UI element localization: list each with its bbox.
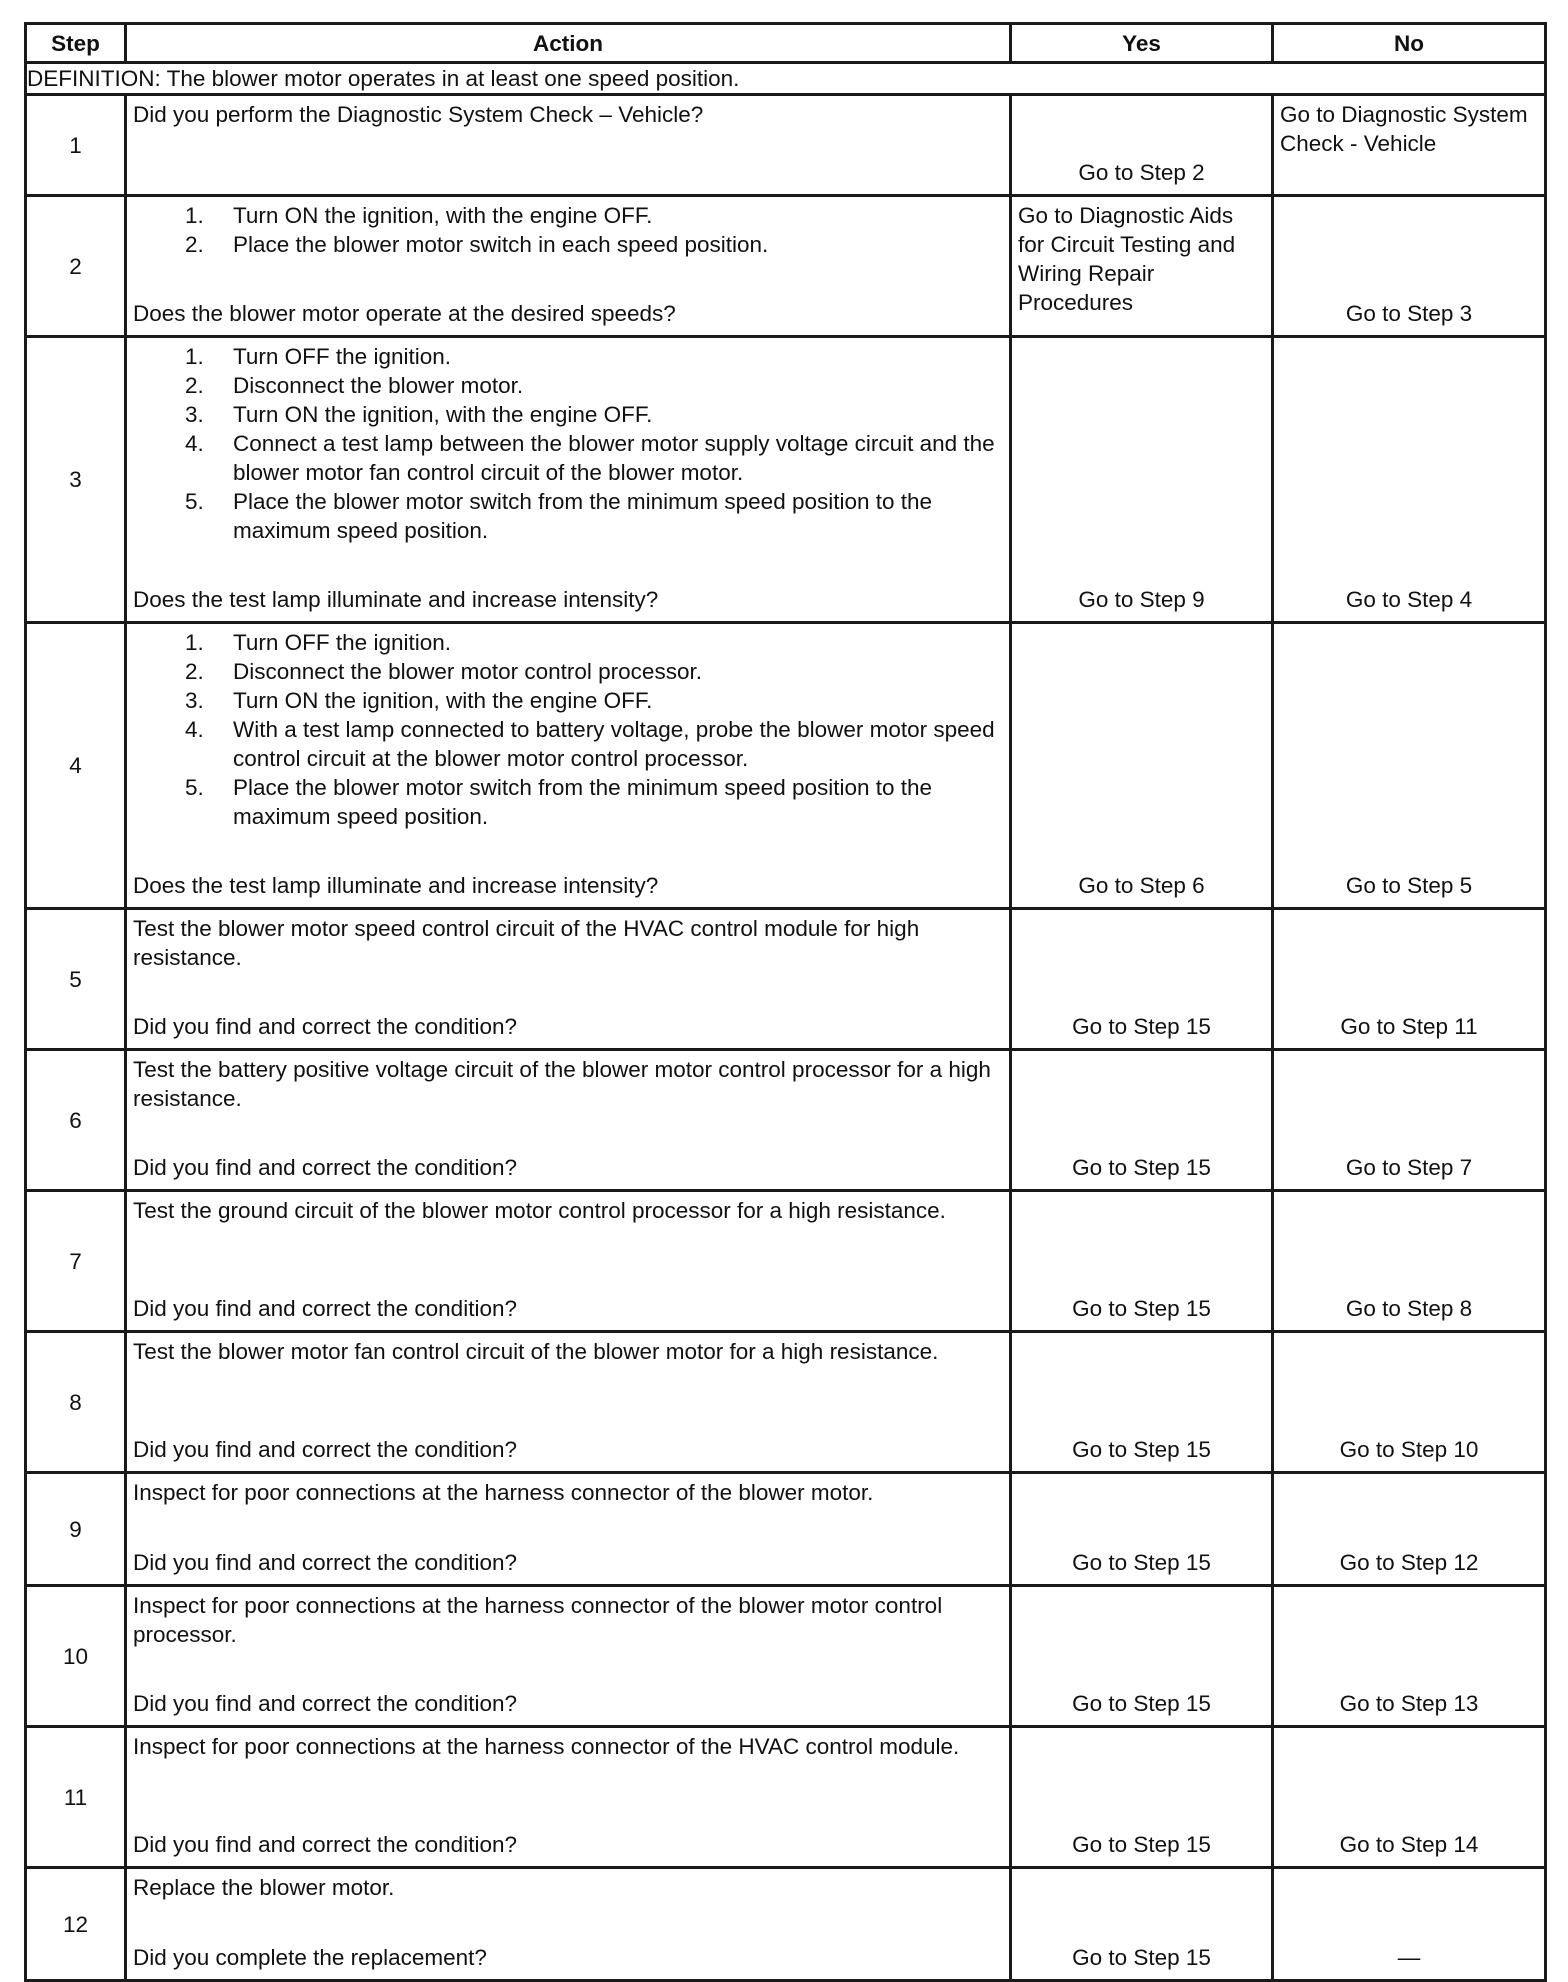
step-number: 7 [26, 1191, 126, 1332]
action-body [127, 1869, 1009, 1902]
list-item-number: 4. [185, 431, 204, 456]
table-row [26, 1868, 1546, 1981]
yes-wrap [1012, 197, 1271, 332]
action-question: Does the test lamp illuminate and increase intensity? [133, 873, 659, 898]
yes-answer: Go to Step 15 [1072, 1550, 1211, 1575]
table-row [26, 1473, 1546, 1586]
no-cell [1273, 1191, 1546, 1332]
list-item-number: 1. [185, 344, 204, 369]
table-row [26, 909, 1546, 1050]
yes-wrap [1012, 1051, 1271, 1186]
list-item-number: 1. [185, 630, 204, 655]
step-number: 3 [26, 337, 126, 623]
table-row [26, 1332, 1546, 1473]
no-answer: — [1397, 1945, 1421, 1970]
yes-answer: Go to Step 15 [1072, 1014, 1211, 1039]
yes-answer: Go to Step 9 [1078, 587, 1205, 612]
yes-cell [1011, 1586, 1273, 1727]
list-item-number: 2. [185, 659, 204, 684]
yes-answer: Go to Step 15 [1072, 1945, 1211, 1970]
action-cell [126, 1050, 1011, 1191]
yes-answer: Go to Step 15 [1072, 1155, 1211, 1180]
no-wrap [1274, 338, 1544, 618]
no-wrap [1274, 1333, 1544, 1468]
yes-cell [1011, 95, 1273, 196]
action-wrap [127, 1192, 1009, 1327]
action-cell [126, 1586, 1011, 1727]
list-item-number: 2. [185, 232, 204, 257]
table-row [26, 1727, 1546, 1868]
no-wrap [1274, 1051, 1544, 1186]
yes-cell [1011, 1332, 1273, 1473]
table-row [26, 1050, 1546, 1191]
list-item [133, 201, 1003, 230]
list-item-text: With a test lamp connected to battery voltage, probe the blower motor speed control circuit at the blower motor control processor. [233, 717, 995, 771]
action-question: Did you find and correct the condition? [133, 1014, 517, 1039]
action-text: Test the battery positive voltage circuit of the blower motor control processor for a high resistance. [133, 1057, 991, 1111]
list-item [133, 628, 1003, 657]
step-number: 4 [26, 623, 126, 909]
yes-wrap [1012, 1474, 1271, 1581]
table-row [26, 196, 1546, 337]
no-answer: Go to Diagnostic System Check - Vehicle [1280, 102, 1528, 156]
action-body [127, 1051, 1009, 1113]
step-number: 6 [26, 1050, 126, 1191]
no-cell [1273, 1332, 1546, 1473]
action-body [127, 197, 1009, 259]
list-item [133, 773, 1003, 831]
action-body [127, 1587, 1009, 1649]
yes-answer: Go to Step 2 [1078, 160, 1205, 185]
step-number: 1 [26, 95, 126, 196]
no-answer: Go to Step 12 [1339, 1550, 1479, 1575]
action-text: Did you perform the Diagnostic System Check – Vehicle? [133, 102, 704, 127]
action-text: Inspect for poor connections at the harness connector of the blower motor. [133, 1480, 874, 1505]
header-step: Step [26, 24, 126, 63]
no-answer: Go to Step 3 [1345, 301, 1473, 326]
no-wrap [1274, 624, 1544, 904]
step-number: 9 [26, 1473, 126, 1586]
yes-answer: Go to Step 15 [1072, 1296, 1211, 1321]
header-row [26, 24, 1546, 63]
action-body [127, 910, 1009, 972]
action-wrap [127, 1869, 1009, 1976]
no-answer: Go to Step 14 [1339, 1832, 1479, 1857]
table-row [26, 337, 1546, 623]
no-cell [1273, 1473, 1546, 1586]
yes-answer: Go to Step 15 [1072, 1691, 1211, 1716]
list-item [133, 342, 1003, 371]
no-wrap [1274, 1474, 1544, 1581]
list-item-text: Place the blower motor switch in each speed position. [233, 232, 769, 257]
yes-wrap [1012, 910, 1271, 1045]
list-item-number: 1. [185, 203, 204, 228]
no-cell [1273, 1586, 1546, 1727]
no-wrap [1274, 1192, 1544, 1327]
list-item-text: Turn ON the ignition, with the engine OFF. [233, 402, 653, 427]
list-item-number: 4. [185, 717, 204, 742]
step-number: 8 [26, 1332, 126, 1473]
yes-cell [1011, 1473, 1273, 1586]
header-action: Action [126, 24, 1011, 63]
action-body [127, 96, 1009, 129]
no-answer: Go to Step 4 [1345, 587, 1473, 612]
table-body [26, 63, 1546, 1981]
action-cell [126, 623, 1011, 909]
action-list [133, 628, 1003, 831]
action-wrap [127, 1474, 1009, 1581]
yes-cell [1011, 623, 1273, 909]
action-body [127, 338, 1009, 545]
action-question: Did you find and correct the condition? [133, 1437, 517, 1462]
list-item-number: 2. [185, 373, 204, 398]
yes-cell [1011, 1868, 1273, 1981]
action-text: Replace the blower motor. [133, 1875, 395, 1900]
yes-cell [1011, 196, 1273, 337]
action-text: Inspect for poor connections at the harness connector of the blower motor control processor. [133, 1593, 943, 1647]
no-wrap [1274, 1587, 1544, 1722]
yes-answer: Go to Step 6 [1078, 873, 1205, 898]
no-wrap [1274, 1869, 1544, 1976]
no-wrap [1274, 197, 1544, 332]
list-item [133, 715, 1003, 773]
no-wrap [1274, 1728, 1544, 1863]
yes-wrap [1012, 1587, 1271, 1722]
action-cell [126, 1332, 1011, 1473]
action-wrap [127, 1051, 1009, 1186]
header-no: No [1273, 24, 1546, 63]
yes-wrap [1012, 1728, 1271, 1863]
no-cell [1273, 1050, 1546, 1191]
step-number: 2 [26, 196, 126, 337]
yes-answer: Go to Step 15 [1072, 1437, 1211, 1462]
list-item [133, 657, 1003, 686]
list-item [133, 400, 1003, 429]
list-item [133, 487, 1003, 545]
action-text: Test the blower motor speed control circuit of the HVAC control module for high resistance. [133, 916, 920, 970]
list-item-text: Turn ON the ignition, with the engine OFF. [233, 688, 653, 713]
action-cell [126, 196, 1011, 337]
no-answer: Go to Step 7 [1345, 1155, 1473, 1180]
no-answer: Go to Step 11 [1340, 1014, 1478, 1039]
yes-wrap [1012, 1192, 1271, 1327]
list-item-text: Turn OFF the ignition. [233, 344, 452, 369]
action-body [127, 1728, 1009, 1761]
action-body [127, 1192, 1009, 1225]
action-question: Did you find and correct the condition? [133, 1832, 517, 1857]
action-question: Did you find and correct the condition? [133, 1155, 517, 1180]
yes-wrap [1012, 338, 1271, 618]
yes-cell [1011, 1727, 1273, 1868]
yes-wrap [1012, 624, 1271, 904]
action-wrap [127, 1587, 1009, 1722]
action-wrap [127, 197, 1009, 332]
action-question: Did you find and correct the condition? [133, 1691, 517, 1716]
action-wrap [127, 910, 1009, 1045]
action-cell [126, 909, 1011, 1050]
no-cell [1273, 95, 1546, 196]
list-item-number: 5. [185, 775, 204, 800]
list-item [133, 429, 1003, 487]
yes-wrap [1012, 1869, 1271, 1976]
action-question: Does the test lamp illuminate and increase intensity? [133, 587, 659, 612]
action-cell [126, 1191, 1011, 1332]
list-item-text: Disconnect the blower motor. [233, 373, 524, 398]
yes-cell [1011, 337, 1273, 623]
table-row [26, 1191, 1546, 1332]
action-wrap [127, 96, 1009, 191]
action-cell [126, 337, 1011, 623]
action-cell [126, 1473, 1011, 1586]
step-number: 12 [26, 1868, 126, 1981]
action-text: Inspect for poor connections at the harness connector of the HVAC control module. [133, 1734, 960, 1759]
diagnostic-table-page [24, 22, 1544, 1982]
action-cell [126, 95, 1011, 196]
definition-row [26, 63, 1546, 95]
action-wrap [127, 1333, 1009, 1468]
list-item [133, 230, 1003, 259]
yes-wrap [1012, 96, 1271, 191]
action-text: Test the ground circuit of the blower motor control processor for a high resistance. [133, 1198, 946, 1223]
no-wrap [1274, 910, 1544, 1045]
action-text: Test the blower motor fan control circuit of the blower motor for a high resistance. [133, 1339, 939, 1364]
list-item [133, 686, 1003, 715]
no-answer: Go to Step 8 [1345, 1296, 1473, 1321]
action-question: Does the blower motor operate at the desired speeds? [133, 301, 676, 326]
action-body [127, 1474, 1009, 1507]
action-cell [126, 1868, 1011, 1981]
list-item-text: Place the blower motor switch from the minimum speed position to the maximum speed position. [233, 489, 933, 543]
table-row [26, 1586, 1546, 1727]
definition-text: DEFINITION: The blower motor operates in at least one speed position. [26, 63, 1546, 95]
no-answer: Go to Step 13 [1339, 1691, 1479, 1716]
yes-answer: Go to Step 15 [1072, 1832, 1211, 1857]
no-cell [1273, 1868, 1546, 1981]
action-body [127, 624, 1009, 831]
no-cell [1273, 623, 1546, 909]
no-cell [1273, 196, 1546, 337]
action-question: Did you find and correct the condition? [133, 1296, 517, 1321]
header-yes: Yes [1011, 24, 1273, 63]
yes-cell [1011, 1191, 1273, 1332]
action-question: Did you complete the replacement? [133, 1945, 487, 1970]
table-row [26, 623, 1546, 909]
action-body [127, 1333, 1009, 1366]
list-item-number: 3. [185, 688, 204, 713]
list-item-text: Place the blower motor switch from the minimum speed position to the maximum speed position. [233, 775, 933, 829]
action-question: Did you find and correct the condition? [133, 1550, 517, 1575]
table-row [26, 95, 1546, 196]
action-list [133, 201, 1003, 259]
no-cell [1273, 337, 1546, 623]
no-answer: Go to Step 10 [1339, 1437, 1479, 1462]
list-item-text: Turn OFF the ignition. [233, 630, 452, 655]
list-item-text: Connect a test lamp between the blower motor supply voltage circuit and the blower motor fan control circuit of the blower motor. [233, 431, 995, 485]
action-wrap [127, 338, 1009, 618]
diagnostic-table [24, 22, 1547, 1982]
no-wrap [1274, 96, 1544, 191]
yes-answer: Go to Diagnostic Aids for Circuit Testing and Wiring Repair Procedures [1018, 203, 1236, 315]
action-wrap [127, 1728, 1009, 1863]
action-wrap [127, 624, 1009, 904]
list-item-text: Turn ON the ignition, with the engine OFF. [233, 203, 653, 228]
list-item-number: 5. [185, 489, 204, 514]
action-list [133, 342, 1003, 545]
yes-cell [1011, 909, 1273, 1050]
step-number: 11 [26, 1727, 126, 1868]
step-number: 5 [26, 909, 126, 1050]
list-item [133, 371, 1003, 400]
yes-wrap [1012, 1333, 1271, 1468]
step-number: 10 [26, 1586, 126, 1727]
no-answer: Go to Step 5 [1345, 873, 1473, 898]
action-cell [126, 1727, 1011, 1868]
no-cell [1273, 1727, 1546, 1868]
list-item-number: 3. [185, 402, 204, 427]
no-cell [1273, 909, 1546, 1050]
yes-cell [1011, 1050, 1273, 1191]
list-item-text: Disconnect the blower motor control processor. [233, 659, 702, 684]
